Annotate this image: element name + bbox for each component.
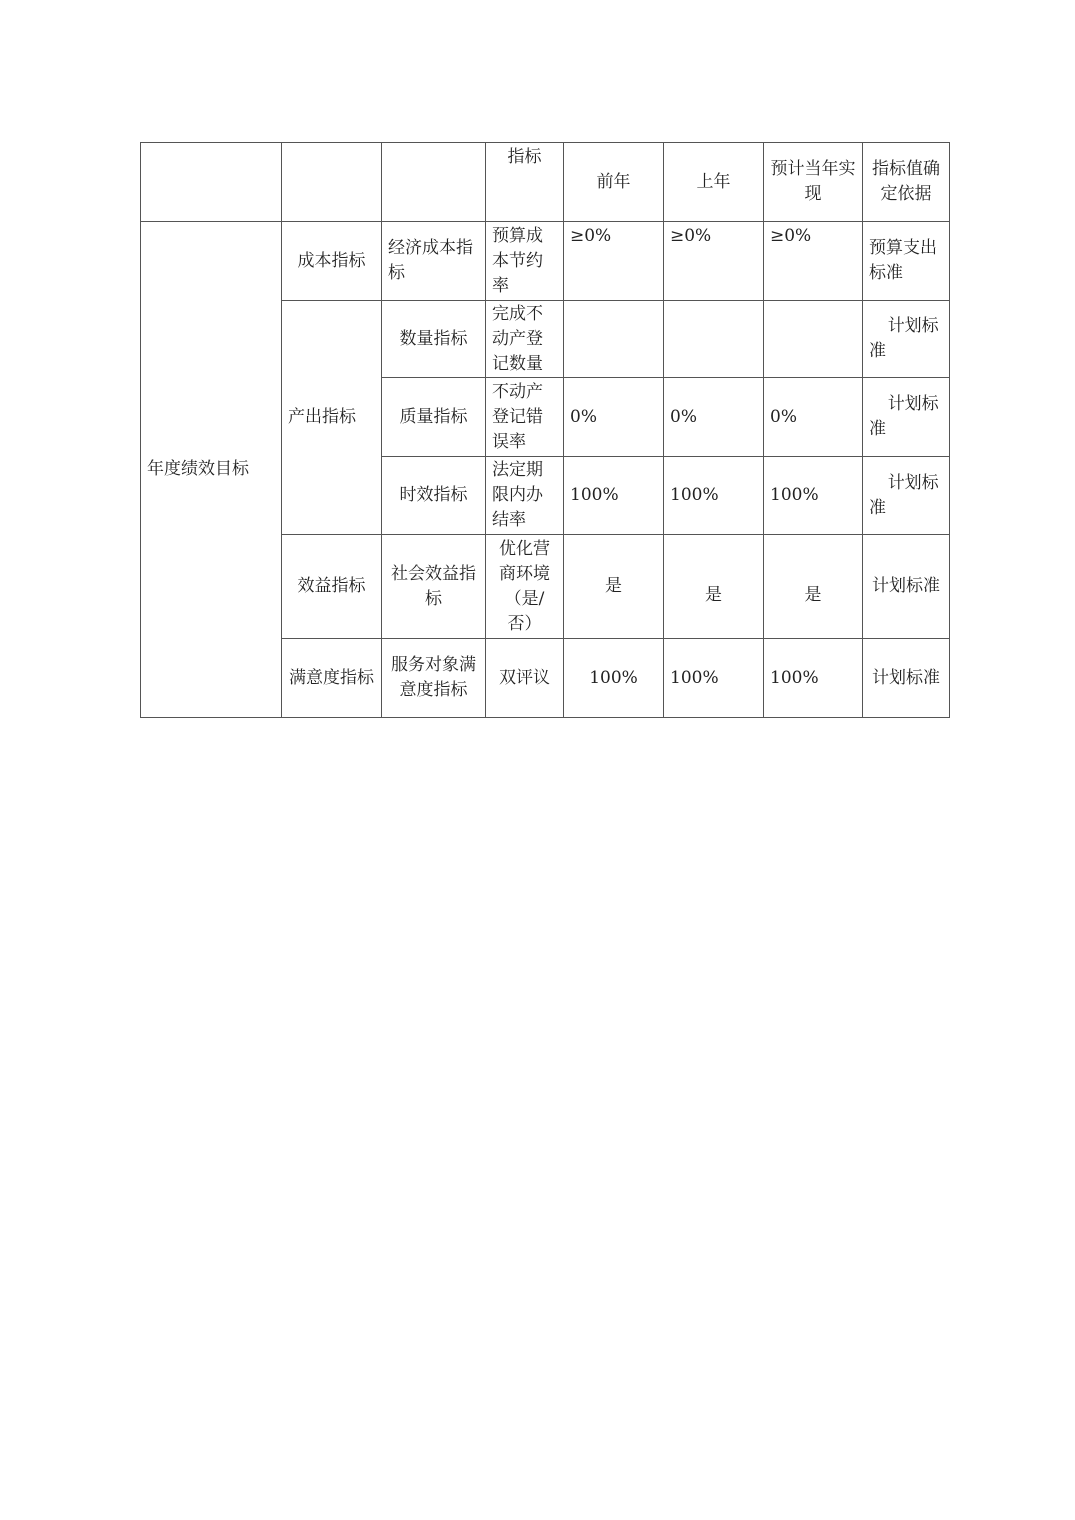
performance-goal-table — [140, 142, 950, 718]
expected-value: 100% — [764, 457, 863, 535]
prev-year-value — [564, 301, 664, 378]
prev-year-value: 0% — [564, 378, 664, 457]
header-prev-year: 前年 — [564, 143, 664, 222]
basis-value: 计划标准 — [863, 301, 950, 378]
header-cell-empty — [282, 143, 382, 222]
sub-indicator: 质量指标 — [382, 378, 486, 457]
sub-indicator: 服务对象满意度指标 — [382, 639, 486, 718]
header-indicator: 指标 — [486, 143, 564, 222]
basis-value: 计划标准 — [863, 535, 950, 639]
last-year-value — [664, 301, 764, 378]
table-header-row — [141, 143, 950, 222]
indicator-name: 双评议 — [486, 639, 564, 718]
expected-value: ≥0% — [764, 222, 863, 301]
header-cell-empty — [382, 143, 486, 222]
table-row — [141, 222, 950, 301]
expected-value: 0% — [764, 378, 863, 457]
sub-indicator: 经济成本指标 — [382, 222, 486, 301]
expected-value: 是 — [764, 535, 863, 639]
expected-value: 100% — [764, 639, 863, 718]
sub-indicator: 数量指标 — [382, 301, 486, 378]
header-basis: 指标值确定依据 — [863, 143, 950, 222]
prev-year-value: 100% — [564, 639, 664, 718]
expected-value — [764, 301, 863, 378]
category-benefit: 效益指标 — [282, 535, 382, 639]
indicator-name: 法定期限内办结率 — [486, 457, 564, 535]
last-year-value: 是 — [664, 535, 764, 639]
annual-goal-label: 年度绩效目标 — [141, 222, 282, 718]
basis-value: 计划标准 — [863, 378, 950, 457]
header-last-year: 上年 — [664, 143, 764, 222]
sub-indicator: 社会效益指标 — [382, 535, 486, 639]
prev-year-value: ≥0% — [564, 222, 664, 301]
last-year-value: 100% — [664, 639, 764, 718]
header-cell-empty — [141, 143, 282, 222]
indicator-name: 不动产登记错误率 — [486, 378, 564, 457]
basis-value: 计划标准 — [863, 639, 950, 718]
last-year-value: 100% — [664, 457, 764, 535]
last-year-value: ≥0% — [664, 222, 764, 301]
indicator-name: 预算成本节约率 — [486, 222, 564, 301]
basis-value: 计划标准 — [863, 457, 950, 535]
indicator-name: 优化营商环境（是/否） — [486, 535, 564, 639]
last-year-value: 0% — [664, 378, 764, 457]
header-expected: 预计当年实现 — [764, 143, 863, 222]
basis-value: 预算支出标准 — [863, 222, 950, 301]
indicator-name: 完成不动产登记数量 — [486, 301, 564, 378]
category-satisfaction: 满意度指标 — [282, 639, 382, 718]
category-cost: 成本指标 — [282, 222, 382, 301]
sub-indicator: 时效指标 — [382, 457, 486, 535]
prev-year-value: 100% — [564, 457, 664, 535]
prev-year-value: 是 — [564, 535, 664, 639]
category-output: 产出指标 — [282, 301, 382, 535]
